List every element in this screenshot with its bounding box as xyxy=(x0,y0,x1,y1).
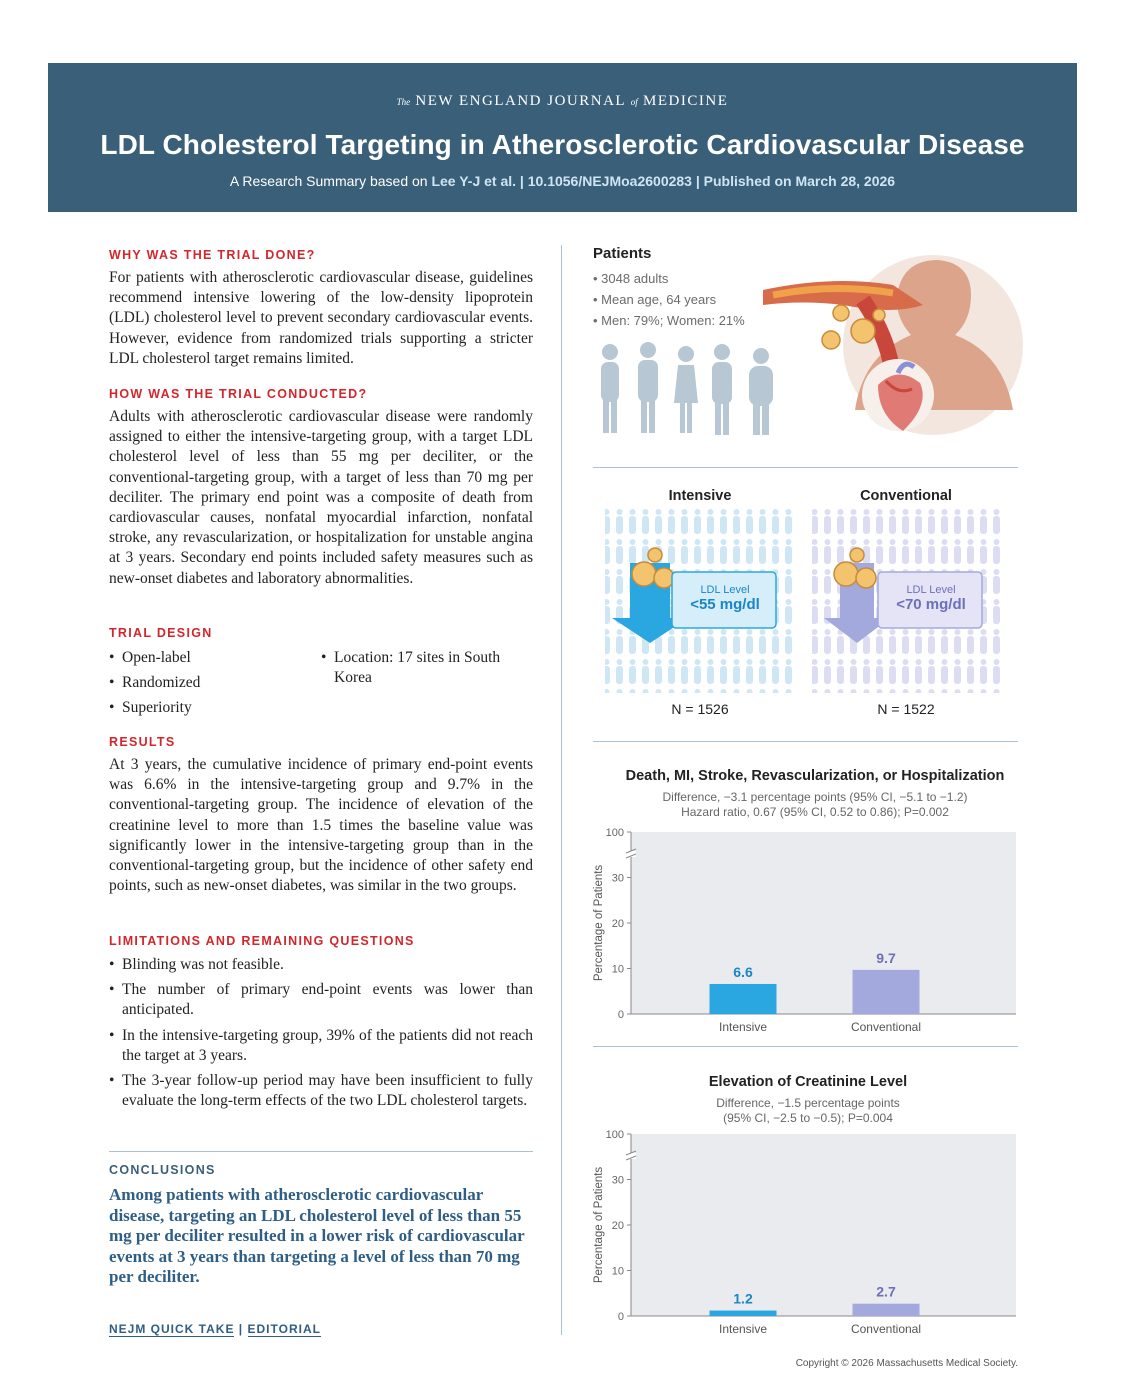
chart-plot-area xyxy=(631,832,1016,1014)
chart-category-label: Intensive xyxy=(718,1322,768,1336)
patients-divider xyxy=(593,467,1018,468)
design-item: • Open-label xyxy=(109,648,321,668)
intensive-ldl-value: <55 mg/dl xyxy=(690,596,760,613)
limitation-item: • The 3-year follow-up period may have been insufficient to fully evaluate the long-term effects of the two LDL cholesterol targets. xyxy=(109,1071,533,1111)
page-title: LDL Cholesterol Targeting in Atherosclerotic Cardiovascular Disease xyxy=(100,129,1025,160)
chart-2-title: Elevation of Creatinine Level xyxy=(708,1074,908,1090)
chart-1-subtitle-1: Difference, −3.1 percentage points (95% CI, −5.1 to −1.2) xyxy=(662,790,968,804)
conclusions-divider xyxy=(109,1151,533,1152)
chart-plot-area xyxy=(631,1134,1016,1316)
results-heading: RESULTS xyxy=(109,735,176,749)
limitations-heading: LIMITATIONS AND REMAINING QUESTIONS xyxy=(109,934,415,948)
limitation-item: • In the intensive-targeting group, 39% of the patients did not reach the target at 3 years. xyxy=(109,1026,533,1066)
chart-2 xyxy=(588,1122,1028,1342)
chart-y-axis-label: Percentage of Patients xyxy=(593,864,605,982)
chart-y-tick-label: 100 xyxy=(605,1129,624,1141)
patients-title: Patients xyxy=(593,245,652,262)
conclusions-section xyxy=(109,1163,533,1288)
chart-value-label: 2.7 xyxy=(876,1283,896,1300)
design-section xyxy=(109,626,533,724)
chart-y-tick-label: 20 xyxy=(611,1220,624,1232)
chart-2-subtitle-1: Difference, −1.5 percentage points xyxy=(716,1096,900,1110)
why-heading: WHY WAS THE TRIAL DONE? xyxy=(109,248,316,262)
intensive-group-label: Intensive xyxy=(668,488,732,504)
chart-value-label: 1.2 xyxy=(733,1290,753,1307)
page-subtitle xyxy=(48,173,1077,189)
chart-1-title: Death, MI, Stroke, Revascularization, or Hospitalization xyxy=(625,768,1005,784)
chart-y-tick-label: 20 xyxy=(611,918,624,930)
chart-y-tick-label: 10 xyxy=(611,1265,624,1278)
why-section xyxy=(109,248,533,369)
charts-divider xyxy=(593,1046,1018,1047)
chart-1-subtitle-2: Hazard ratio, 0.67 (95% CI, 0.52 to 0.86); P=0.002 xyxy=(681,805,949,819)
journal-name-a: NEW ENGLAND JOURNAL xyxy=(415,93,626,109)
results-text: At 3 years, the cumulative incidence of primary end-point events was 6.6% in the intensive-targeting group and 9.7% in the conventional-targeting group. The incidence of elevation of the creatinine level to more than 1.5 times the baseline value was significantly lower in the intensive-targeting group than in the conventional-targeting group, but the incidence of other safety end points, such as new-onset diabetes, was similar in the two groups. xyxy=(109,756,533,895)
header-banner xyxy=(48,63,1077,212)
journal-masthead xyxy=(48,93,1077,110)
design-list-right xyxy=(321,648,526,724)
patients-illustration xyxy=(593,245,1023,455)
how-text: Adults with atherosclerotic cardiovascular disease were randomly assigned to either the intensive-targeting group, with a target LDL cholesterol level of less than 55 mg per deciliter, or the conventional-targeting group, with a target of less than 70 mg per deciliter. The primary end point was a composite of death from cardiovascular causes, nonfatal myocardial infarction, nonfatal stroke, any revascularization, or hospitalization for unstable angina at 3 years. Secondary end points included safety measures such as new-onset diabetes and laboratory abnormalities. xyxy=(109,408,533,587)
chart-value-label: 9.7 xyxy=(876,949,896,966)
journal-of: of xyxy=(630,97,638,107)
limitation-item: • The number of primary end-point events was lower than anticipated. xyxy=(109,980,533,1020)
people-silhouettes-icon xyxy=(601,342,773,435)
groups-divider xyxy=(593,741,1018,742)
subtitle-lead: A Research Summary based on xyxy=(229,173,428,189)
conventional-ldl-value: <70 mg/dl xyxy=(896,596,966,613)
conclusions-text: Among patients with atherosclerotic cardiovascular disease, targeting an LDL cholesterol level of less than 55 mg per deciliter resulted in a lower risk of cardiovascular events at 3 years than targeting a level of less than 70 mg per deciliter. xyxy=(109,1185,525,1286)
chart-y-axis-label: Percentage of Patients xyxy=(593,1166,605,1284)
chart-value-label: 6.6 xyxy=(733,963,753,980)
intensive-n: N = 1526 xyxy=(671,701,729,717)
how-heading: HOW WAS THE TRIAL CONDUCTED? xyxy=(109,387,368,401)
chart-y-tick-label: 0 xyxy=(617,1311,624,1323)
patients-item: • Mean age, 64 years xyxy=(593,292,717,307)
quick-take-link[interactable]: NEJM QUICK TAKE xyxy=(109,1322,235,1336)
conventional-ldl-text xyxy=(880,584,982,613)
heart-icon xyxy=(862,359,934,431)
chart-bar-intensive xyxy=(710,1311,777,1316)
why-text: For patients with atherosclerotic cardiovascular disease, guidelines recommend intensive lowering of the low-density lipoprotein (LDL) cholesterol level to prevent secondary cardiovascular events. However, evidence from randomized trials supporting a stricter LDL cholesterol target remains limited. xyxy=(109,269,533,367)
chart-category-label: Conventional xyxy=(850,1020,922,1034)
limitations-section xyxy=(109,934,533,1116)
design-item: • Location: 17 sites in South Korea xyxy=(321,648,526,688)
design-heading: TRIAL DESIGN xyxy=(109,626,213,640)
editorial-link[interactable]: EDITORIAL xyxy=(247,1322,321,1336)
citation-link[interactable]: Lee Y-J et al. | 10.1056/NEJMoa2600283 | Published on March 28, 2026 xyxy=(431,173,896,189)
chart-1 xyxy=(588,820,1028,1040)
conventional-group-label: Conventional xyxy=(860,488,952,504)
results-section xyxy=(109,735,533,896)
limitation-item: • Blinding was not feasible. xyxy=(109,955,533,975)
intensive-ldl-label: LDL Level xyxy=(700,584,750,596)
design-item: • Superiority xyxy=(109,698,321,718)
chart-y-tick-label: 100 xyxy=(605,827,624,839)
patients-item: • 3048 adults xyxy=(593,271,669,286)
footer-links xyxy=(109,1322,321,1336)
chart-bar-conventional xyxy=(853,1304,920,1316)
journal-name-b: MEDICINE xyxy=(643,93,729,109)
chart-y-tick-label: 30 xyxy=(611,872,624,885)
intensive-ldl-text xyxy=(674,584,776,613)
chart-2-subtitle-2: (95% CI, −2.5 to −0.5); P=0.004 xyxy=(723,1111,893,1125)
conventional-ldl-label: LDL Level xyxy=(906,584,956,596)
chart-y-tick-label: 30 xyxy=(611,1174,624,1187)
chart-bar-intensive xyxy=(710,984,777,1014)
journal-prefix: The xyxy=(396,97,411,107)
chart-category-label: Conventional xyxy=(850,1322,922,1336)
footer-separator: | xyxy=(238,1322,244,1336)
chart-category-label: Intensive xyxy=(718,1020,768,1034)
conclusions-heading: CONCLUSIONS xyxy=(109,1163,216,1177)
patients-item: • Men: 79%; Women: 21% xyxy=(593,313,745,328)
copyright: Copyright © 2026 Massachusetts Medical Society. xyxy=(795,1358,1018,1369)
conventional-n: N = 1522 xyxy=(877,701,935,717)
chart-bar-conventional xyxy=(853,970,920,1014)
limitations-list xyxy=(109,955,533,1111)
column-divider xyxy=(561,245,562,1335)
how-section xyxy=(109,387,533,589)
design-item: • Randomized xyxy=(109,673,321,693)
chart-y-tick-label: 0 xyxy=(617,1009,624,1021)
chart-y-tick-label: 10 xyxy=(611,963,624,976)
design-list-left xyxy=(109,648,321,724)
